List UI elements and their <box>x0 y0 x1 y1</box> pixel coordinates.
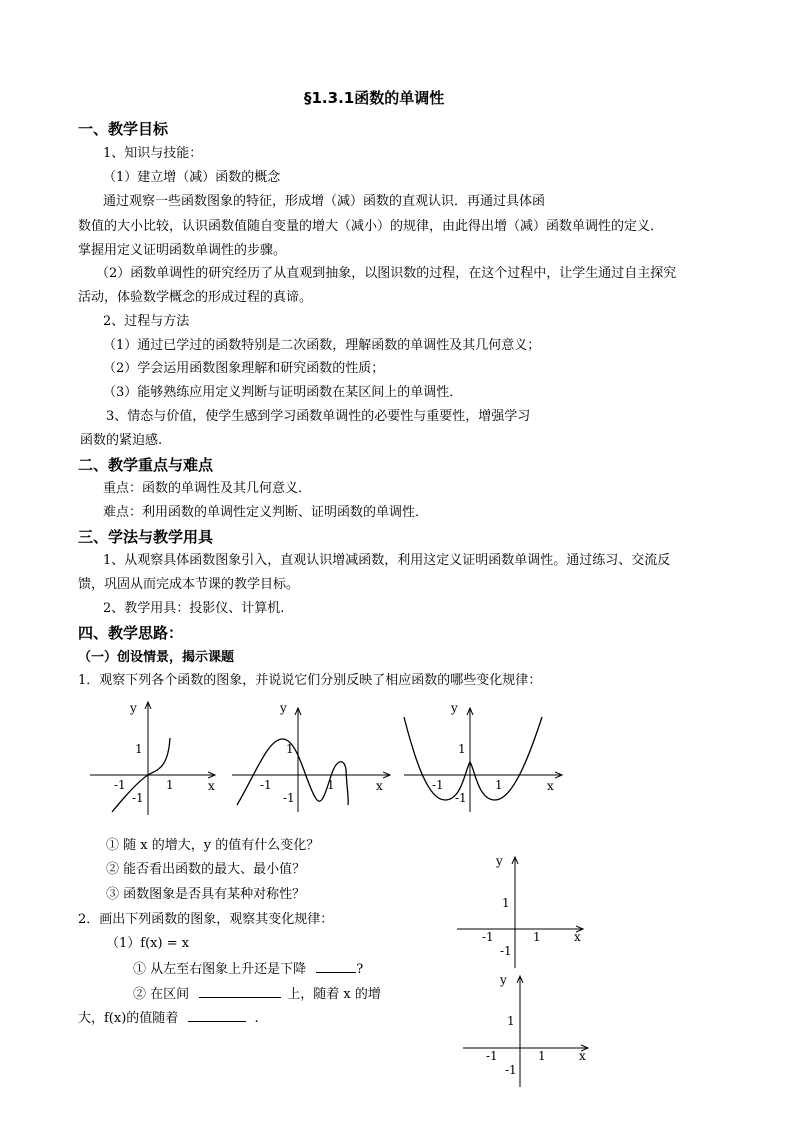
subsection-heading: （一）创设情景，揭示课题 <box>78 650 235 665</box>
y-label: y <box>496 854 503 868</box>
fill-in-line-3 <box>78 1009 259 1027</box>
x-label: x <box>547 779 554 793</box>
tick-label: 1 <box>458 742 466 756</box>
tick-label: 1 <box>502 896 510 910</box>
section-heading-3: 三、学法与教学用具 <box>78 528 214 546</box>
answer-blank[interactable] <box>188 1009 246 1022</box>
text-line: 重点：函数的单调性及其几何意义． <box>103 481 312 496</box>
text-line: 3、情态与价值，使学生感到学习函数单调性的必要性与重要性，增强学习 <box>106 409 531 424</box>
prompt-text: ① 从左至右图象上升还是下降 <box>133 962 307 977</box>
text-line: 通过观察一些函数图象的特征，形成增（减）函数的直观认识．再通过具体函 <box>103 194 546 209</box>
x-label: x <box>579 1049 586 1063</box>
tick-label: 1 <box>533 930 541 944</box>
prompt-text: ② 在区间 <box>133 987 190 1002</box>
question-item: ② 能否看出函数的最大、最小值？ <box>106 862 306 877</box>
tick-label: 1 <box>507 1014 515 1028</box>
tick-label: 1 <box>495 778 503 792</box>
fill-in-line-1 <box>133 960 363 978</box>
text-line: （1）通过已学过的函数特别是二次函数，理解函数的单调性及其几何意义； <box>103 338 541 353</box>
text-line: 1、从观察具体函数图象引入，直观认识增减函数，利用这定义证明函数单调性。通过练习、交流反 <box>103 553 671 568</box>
tick-label: -1 <box>482 930 494 944</box>
section-heading-1: 一、教学目标 <box>78 120 169 138</box>
text-line: （2）函数单调性的研究经历了从直观到抽象，以图识数的过程，在这个过程中，让学生通过自主探究 <box>96 266 677 281</box>
text-line: 掌握用定义证明函数单调性的步骤。 <box>78 243 287 258</box>
blank-axes-2 <box>463 973 588 1087</box>
answer-blank[interactable] <box>316 960 356 973</box>
tick-label: 1 <box>538 1049 546 1063</box>
y-label: y <box>500 973 507 987</box>
x-label: x <box>574 930 581 944</box>
tick-label: -1 <box>505 1063 517 1077</box>
text-line: （3）能够熟练应用定义判断与证明函数在某区间上的单调性． <box>103 385 463 400</box>
y-label: y <box>130 701 137 715</box>
text-line: 2、教学用具：投影仪、计算机. <box>103 601 285 616</box>
tick-label: -1 <box>455 791 467 805</box>
tick-label: -1 <box>500 944 512 958</box>
graph-wave <box>232 701 390 812</box>
answer-blank[interactable] <box>199 985 281 998</box>
text-line: 数值的大小比较，认识函数值随自变量的增大（减小）的规律，由此得出增（减）函数单调性的定义． <box>78 219 664 234</box>
prompt-text: 上，随着 x 的增 <box>287 987 381 1002</box>
tick-label: -1 <box>432 778 444 792</box>
text-line: 馈，巩固从而完成本节课的教学目标。 <box>78 577 300 592</box>
tick-label: 1 <box>166 778 174 792</box>
tick-label: 1 <box>286 742 294 756</box>
tick-label: -1 <box>132 791 144 805</box>
question-item: ① 随 x 的增大，y 的值有什么变化？ <box>106 838 320 853</box>
graph-w-shape <box>404 701 562 812</box>
text-line: 1、知识与技能： <box>103 146 203 161</box>
section-heading-2: 二、教学重点与难点 <box>78 456 214 474</box>
tick-label: -1 <box>283 791 295 805</box>
text-line: 难点：利用函数的单调性定义判断、证明函数的单调性． <box>103 505 429 520</box>
text-line: 2、过程与方法 <box>103 314 190 329</box>
tick-label: -1 <box>114 778 126 792</box>
question-item: ③ 函数图象是否具有某种对称性？ <box>106 887 306 902</box>
text-line: （1）建立增（减）函数的概念 <box>103 170 281 185</box>
tick-label: -1 <box>486 1049 498 1063</box>
blank-axes-1 <box>457 854 583 968</box>
curve <box>404 717 542 800</box>
page-title: §1.3.1函数的单调性 <box>304 89 445 107</box>
prompt-end: . <box>254 1011 259 1026</box>
function-label: （1）f(x) = x <box>106 936 190 951</box>
text-line: 函数的紧迫感. <box>80 433 163 448</box>
y-label: y <box>451 701 458 715</box>
tick-label: 1 <box>327 778 335 792</box>
x-label: x <box>376 779 383 793</box>
prompt-end: ? <box>356 962 364 977</box>
text-line: （2）学会运用函数图象理解和研究函数的性质； <box>103 361 385 376</box>
tick-label: -1 <box>260 778 272 792</box>
question-1: 1．观察下列各个函数的图象，并说说它们分别反映了相应函数的哪些变化规律： <box>78 673 542 688</box>
graph-cubic <box>90 701 215 815</box>
fill-in-line-2 <box>133 985 381 1003</box>
tick-label: 1 <box>135 742 143 756</box>
y-label: y <box>280 701 287 715</box>
prompt-text: 大，f(x)的值随着 <box>78 1011 179 1026</box>
x-label: x <box>208 779 215 793</box>
text-line: 活动，体验数学概念的形成过程的真谛。 <box>78 290 313 305</box>
question-2: 2．画出下列函数的图象，观察其变化规律： <box>78 912 334 927</box>
section-heading-4: 四、教学思路： <box>78 624 184 642</box>
